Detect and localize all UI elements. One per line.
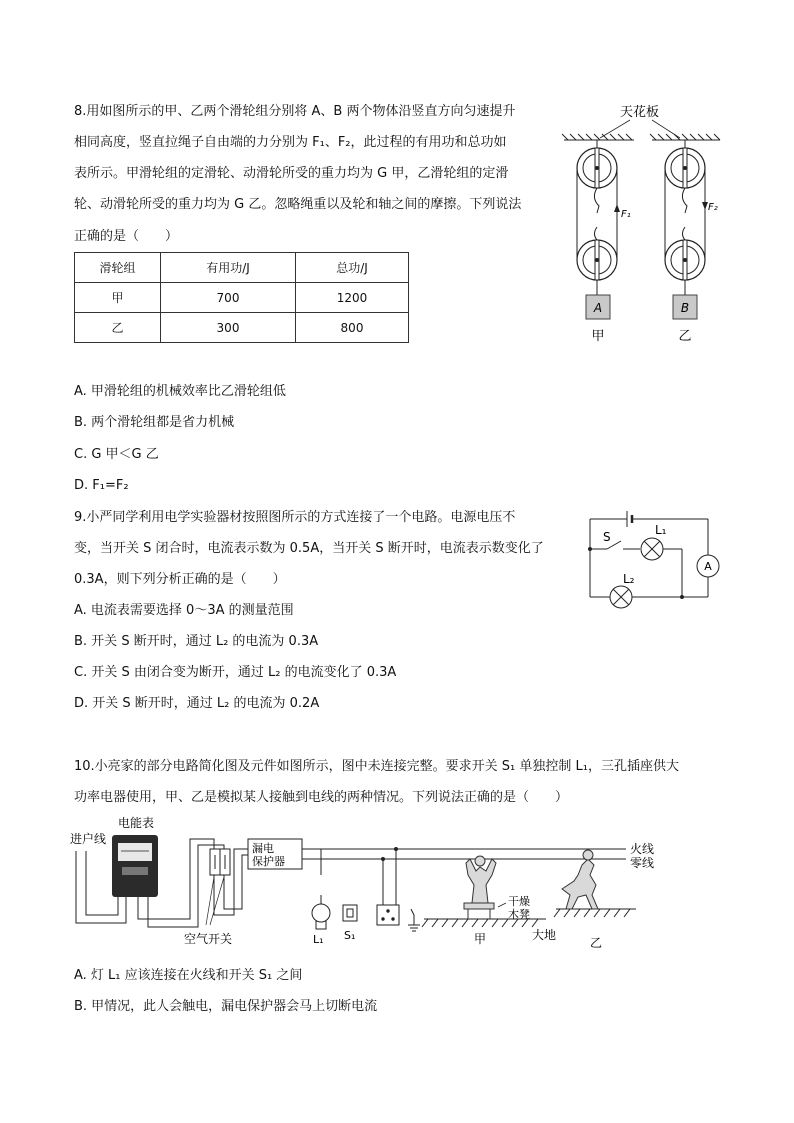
q9-line-3: 0.3A，则下列分析正确的是（ ）	[74, 572, 286, 587]
q9-option-b: B. 开关 S 断开时，通过 L₂ 的电流为 0.3A	[74, 634, 319, 649]
earth-label: 大地	[532, 928, 557, 942]
ceiling-right	[650, 134, 720, 140]
live-wire-label: 火线	[630, 842, 655, 856]
protector-label-2: 保护器	[252, 855, 285, 868]
table-row	[75, 313, 409, 343]
q9-line-1: 9.小严同学利用电学实验器材按照图所示的方式连接了一个电路。电源电压不	[74, 510, 516, 525]
q10-option-a: A. 灯 L₁ 应该连接在火线和开关 S₁ 之间	[74, 968, 303, 983]
ceiling-left	[562, 134, 634, 140]
household-circuit-figure	[66, 815, 666, 955]
q9-line-2: 变，当开关 S 闭合时，电流表示数为 0.5A，当开关 S 断开时，电流表示数变化了	[74, 541, 544, 556]
table-cell: 300	[161, 313, 296, 343]
q9-option-a: A. 电流表需要选择 0～3A 的测量范围	[74, 603, 294, 618]
jia-caption: 甲	[591, 329, 605, 344]
q8-option-a: A. 甲滑轮组的机械效率比乙滑轮组低	[74, 384, 286, 399]
bulb-l1	[312, 895, 330, 929]
energy-meter	[112, 835, 158, 897]
q8-line-5: 正确的是（ ）	[74, 229, 179, 244]
air-switch	[210, 849, 230, 875]
protector-label-1: 漏电	[252, 842, 274, 855]
neutral-wire-label: 零线	[630, 856, 655, 870]
ceiling-label: 天花板	[620, 105, 660, 120]
lamp-l2-label: L₂	[623, 572, 635, 586]
lamp-l1-label: L₁	[655, 523, 667, 537]
table-header-cell: 滑轮组	[75, 253, 161, 283]
entry-label: 进户线	[70, 832, 107, 846]
person-jia	[464, 856, 496, 919]
q8-option-c: C. G 甲＜G 乙	[74, 447, 159, 462]
switch-s	[603, 530, 611, 544]
ammeter-label: A	[704, 560, 712, 573]
switch-label: S₁	[344, 929, 356, 942]
pulley-system-yi	[665, 140, 705, 295]
yi-person-caption: 乙	[590, 936, 603, 950]
lamp-l2	[623, 572, 635, 586]
force-f2-label: F₂	[708, 202, 718, 213]
q10-option-b: B. 甲情况，此人会触电，漏电保护器会马上切断电流	[74, 999, 378, 1014]
q9-option-c: C. 开关 S 由闭合变为断开，通过 L₂ 的电流变化了 0.3A	[74, 665, 397, 680]
table-header-row	[75, 253, 409, 283]
q8-line-2: 相同高度，竖直拉绳子自由端的力分别为 F₁、F₂，此过程的有用功和总功如	[74, 135, 507, 150]
table-cell: 甲	[75, 283, 161, 313]
ammeter	[704, 560, 712, 573]
q8-option-b: B. 两个滑轮组都是省力机械	[74, 415, 235, 430]
table-cell: 800	[296, 313, 409, 343]
switch-s-label: S	[603, 530, 611, 544]
meter-label: 电能表	[118, 816, 155, 830]
q10-line-2: 功率电器使用，甲、乙是模拟某人接触到电线的两种情况。下列说法正确的是（ ）	[74, 790, 569, 805]
block-a-label: A	[593, 301, 603, 315]
stool-label-2: 木凳	[508, 908, 530, 921]
q10-line-1: 10.小亮家的部分电路简化图及元件如图所示，图中未连接完整。要求开关 S₁ 单独控制 L₁，三孔插座供大	[74, 759, 679, 774]
three-pin-socket	[377, 905, 399, 925]
switch-s1	[343, 905, 357, 921]
jia-person-caption: 甲	[474, 932, 487, 946]
pulley-system-jia	[577, 140, 617, 295]
breaker-label: 空气开关	[184, 932, 233, 946]
q8-line-1: 8.用如图所示的甲、乙两个滑轮组分别将 A、B 两个物体沿竖直方向匀速提升	[74, 104, 516, 119]
table-row	[75, 283, 409, 313]
q8-line-4: 轮、动滑轮所受的重力均为 G 乙。忽略绳重以及轮和轴之间的摩擦。下列说法	[74, 197, 522, 212]
table-cell: 乙	[75, 313, 161, 343]
circuit-figure	[585, 505, 725, 615]
leakage-protector	[248, 839, 302, 869]
table-header-cell: 有用功/J	[161, 253, 296, 283]
stool-label-1: 干燥	[508, 895, 530, 908]
bulb-label: L₁	[313, 933, 324, 946]
q8-option-d: D. F₁=F₂	[74, 478, 129, 493]
table-cell: 1200	[296, 283, 409, 313]
pulley-figure	[560, 98, 730, 348]
force-f1-label: F₁	[621, 209, 631, 220]
q8-line-3: 表所示。甲滑轮组的定滑轮、动滑轮所受的重力均为 G 甲，乙滑轮组的定滑	[74, 166, 509, 181]
q8-data-table	[74, 252, 409, 343]
lamp-l1	[655, 523, 667, 537]
block-b-label: B	[680, 301, 690, 315]
table-cell: 700	[161, 283, 296, 313]
table-header-cell: 总功/J	[296, 253, 409, 283]
q9-option-d: D. 开关 S 断开时，通过 L₂ 的电流为 0.2A	[74, 696, 320, 711]
yi-caption: 乙	[678, 329, 692, 344]
